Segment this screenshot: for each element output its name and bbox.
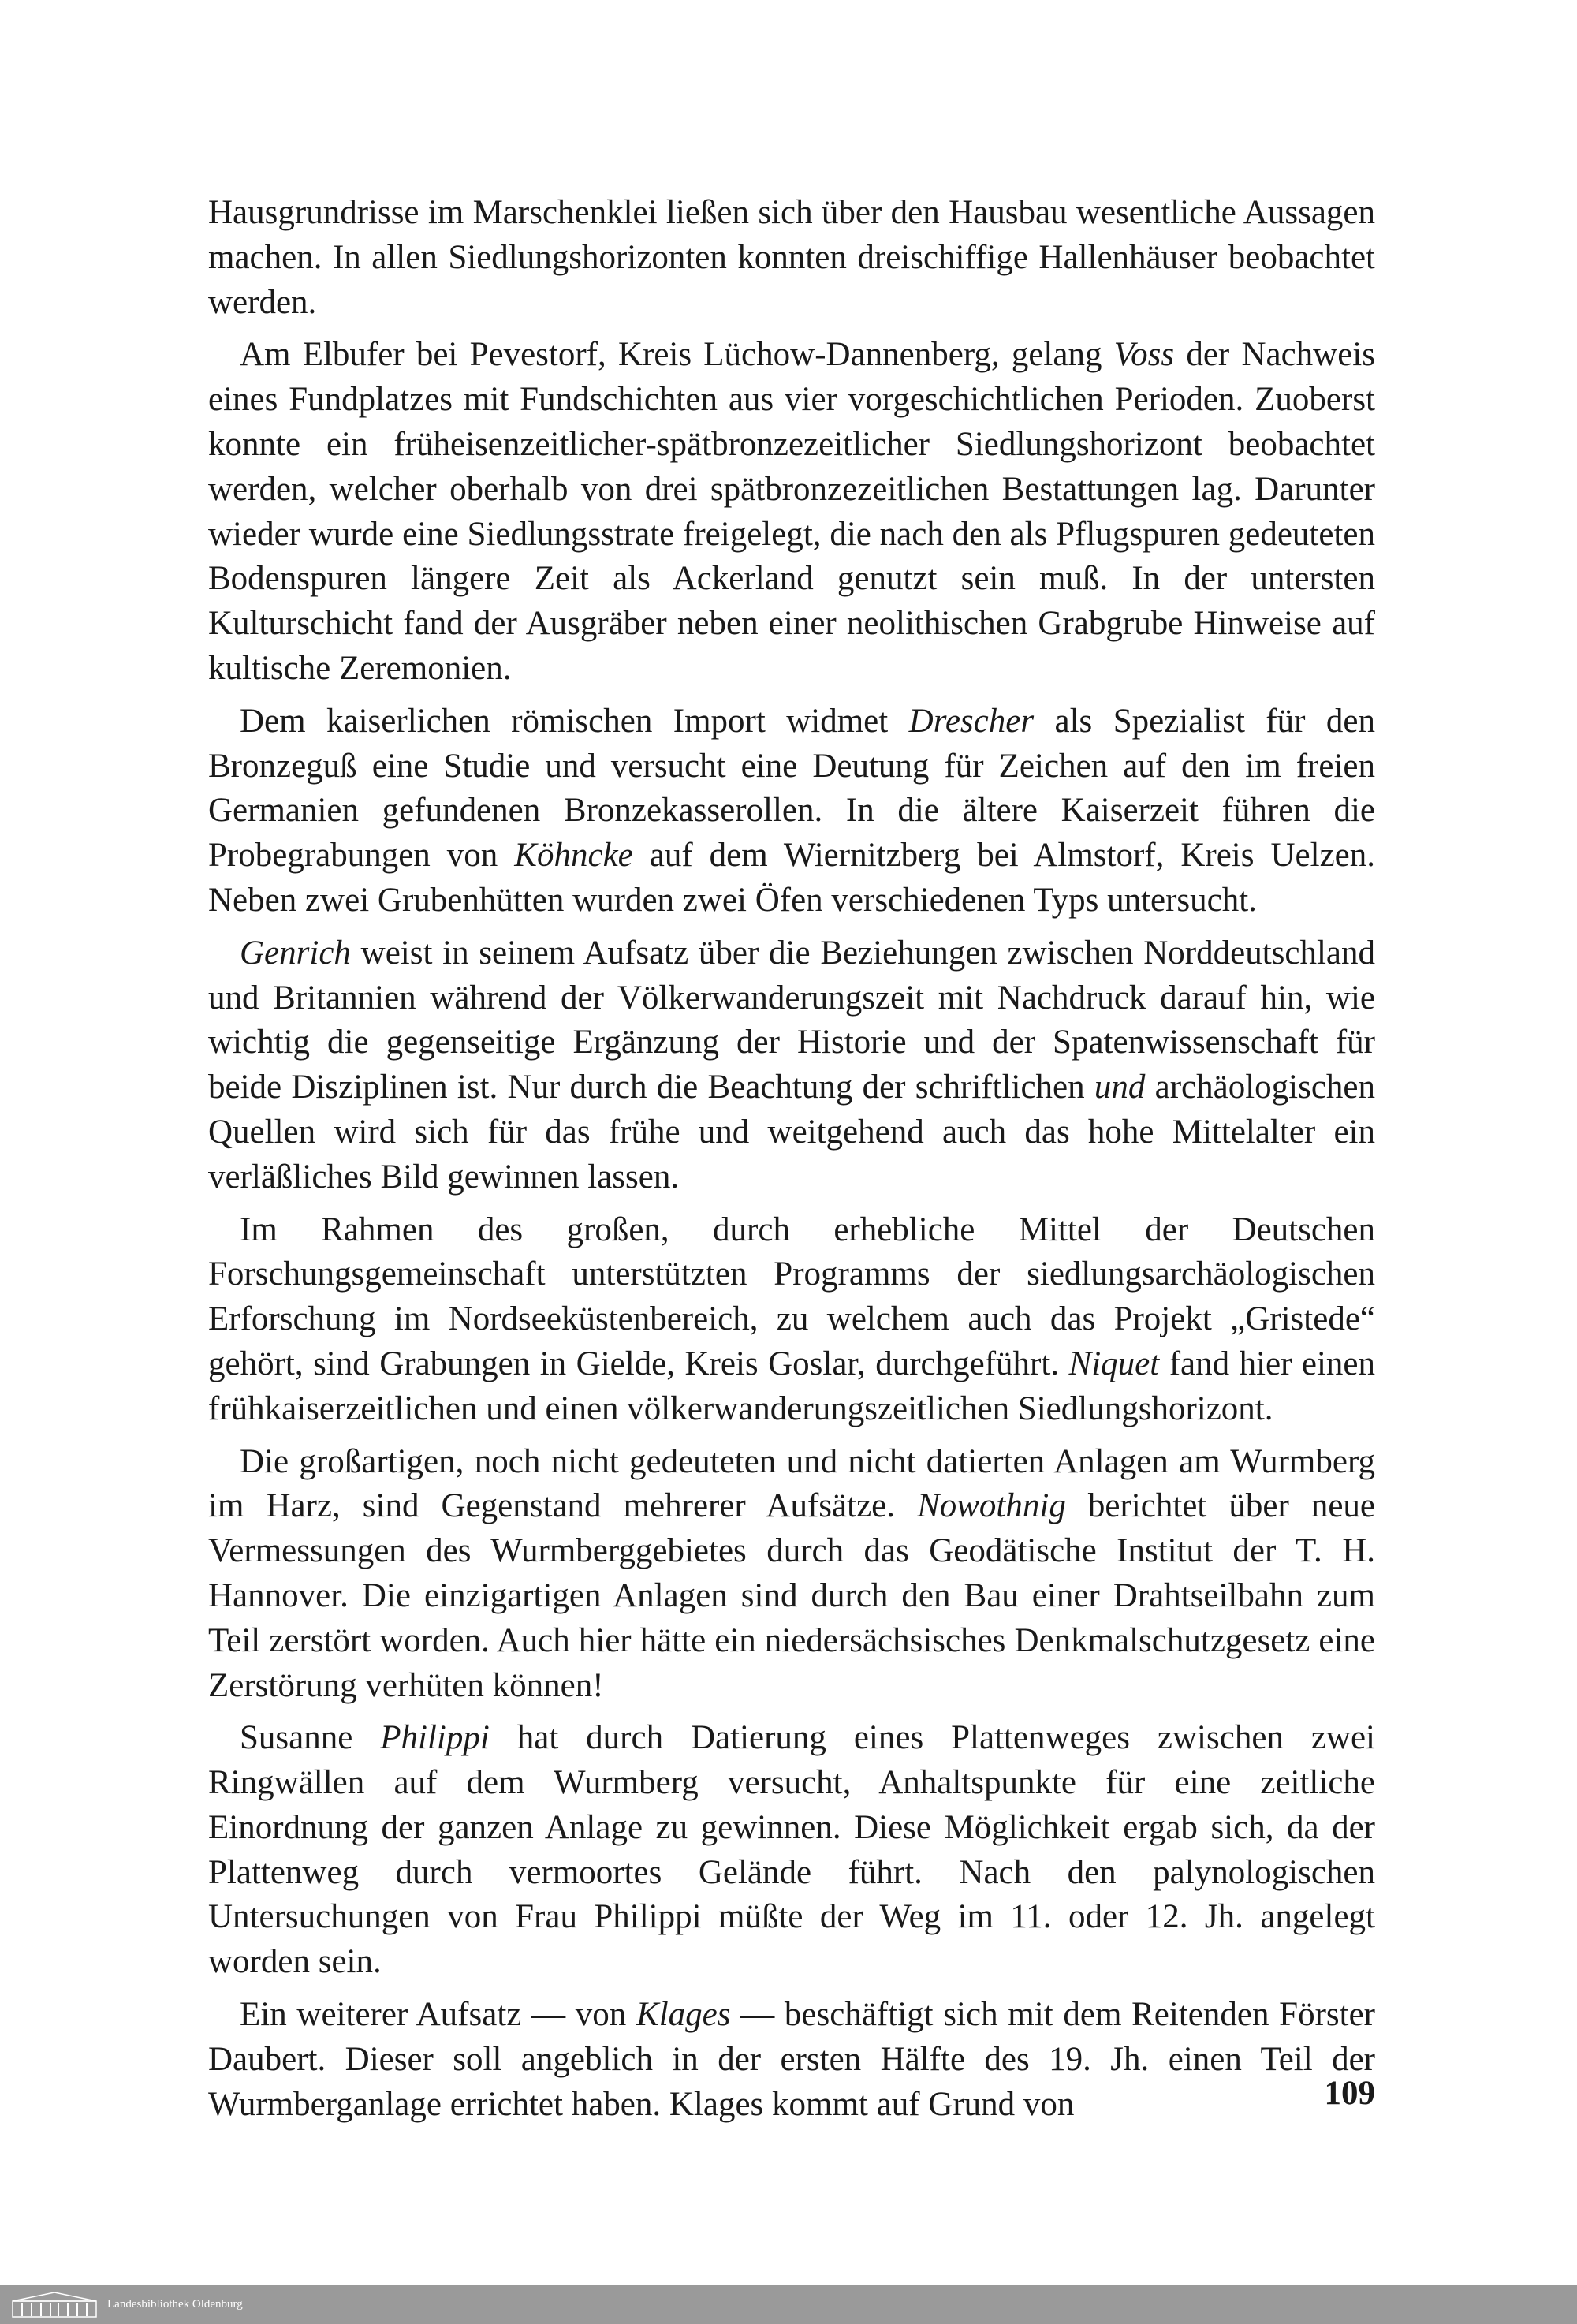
- paragraph: [208, 1993, 1375, 2127]
- text-run: als Spezialist für den Bronzeguß eine Studie und versucht eine Deutung für Zeichen auf den im freien Germanien gefundenen Bronzekasserollen. In die ältere Kaiserzeit führen die Probegrabungen von: [208, 702, 1375, 875]
- italic-name: Drescher: [908, 702, 1035, 740]
- footer-library-name: Landesbibliothek Oldenburg: [107, 2297, 243, 2311]
- text-run: Die großartigen, noch nicht gedeuteten und nicht datierten Anlagen am Wurmberg im Harz, sind Gegenstand mehrerer Aufsätze.: [208, 1442, 1375, 1525]
- paragraph: [208, 333, 1375, 691]
- italic-name: Genrich: [240, 934, 351, 972]
- italic-name: Niquet: [1068, 1345, 1160, 1382]
- paragraph: [208, 191, 1375, 325]
- paragraph: [208, 1716, 1375, 1985]
- text-run: Im Rahmen des großen, durch erhebliche Mittel der Deutschen Forschungsgemeinschaft unterstützten Programms der siedlungsarchäologischen Erforschung im Nordseeküstenbereich, zu welchem auch das Projekt „Gristede“ gehört, sind Grabungen in Gielde, Kreis Goslar, durchgeführt.: [208, 1210, 1375, 1382]
- paragraph: [208, 931, 1375, 1200]
- text-run: archäologischen Quellen wird sich für das frühe und weitgehend auch das hohe Mittelalter ein verläßliches Bild gewinnen lassen.: [208, 1069, 1376, 1196]
- text-run: Hausgrundrisse im Marschenklei ließen sich über den Hausbau wesentliche Aussagen machen. In allen Siedlungshorizonten konnten dreischiffige Hallenhäuser beobachtet werden.: [208, 194, 1375, 321]
- library-building-icon: [11, 2290, 98, 2318]
- italic-name: und: [1094, 1069, 1146, 1106]
- page-body: [208, 191, 1375, 2127]
- italic-name: Voss: [1113, 336, 1175, 374]
- text-run: der Nachweis eines Fundplatzes mit Fundschichten aus vier vorgeschichtlichen Perioden. Zuoberst konnte ein früheisenzeitlicher-spätbronzezeitlicher Siedlungshorizont beobachtet werden, welcher oberhalb von drei spätbronzezeitlichen Bestattungen lag. Darunter wieder wurde eine Siedlungsstrate freigelegt, die nach den als Pflugspuren gedeuteten Bodenspuren längere Zeit als Ackerland genutzt sein muß. In der untersten Kulturschicht fand der Ausgräber neben einer neolithischen Grabgrube Hinweise auf kultische Zeremonien.: [208, 336, 1375, 687]
- text-run: auf dem Wiernitzberg bei Almstorf, Kreis Uelzen. Neben zwei Grubenhütten wurden zwei Öfen verschiedenen Typs untersucht.: [208, 837, 1375, 919]
- text-run: Dem kaiserlichen römischen Import widmet: [240, 702, 909, 740]
- paragraph: [208, 699, 1375, 923]
- text-run: fand hier einen frühkaiserzeitlichen und einen völkerwanderungszeitlichen Siedlungshorizont.: [208, 1345, 1376, 1427]
- italic-name: Philippi: [380, 1719, 490, 1757]
- italic-name: Köhncke: [514, 837, 633, 875]
- page-number: 109: [1324, 2075, 1375, 2112]
- italic-name: Nowothnig: [917, 1487, 1066, 1525]
- text-run: Susanne: [240, 1719, 381, 1757]
- text-run: — beschäftigt sich mit dem Reitenden Förster Daubert. Dieser soll angeblich in der ersten Hälfte des 19. Jh. einen Teil der Wurmberganlage errichtet haben. Klages kommt auf Grund von: [208, 1996, 1375, 2123]
- text-run: Ein weiterer Aufsatz — von: [240, 1996, 637, 2034]
- italic-name: Klages: [636, 1996, 731, 2034]
- paragraph: [208, 1440, 1375, 1709]
- footer-bar: [0, 2285, 1577, 2324]
- text-run: Am Elbufer bei Pevestorf, Kreis Lüchow-Dannenberg, gelang: [240, 336, 1114, 374]
- text-run: weist in seinem Aufsatz über die Beziehungen zwischen Norddeutschland und Britannien während der Völkerwanderungszeit mit Nachdruck darauf hin, wie wichtig die gegenseitige Ergänzung der Historie und der Spatenwissenschaft für beide Disziplinen ist. Nur durch die Beachtung der schriftlichen: [208, 934, 1375, 1106]
- paragraph: [208, 1208, 1375, 1432]
- text-run: hat durch Datierung eines Plattenweges zwischen zwei Ringwällen auf dem Wurmberg versucht, Anhaltspunkte für eine zeitliche Einordnung der ganzen Anlage zu gewinnen. Diese Möglichkeit ergab sich, da der Plattenweg durch vermoortes Gelände führt. Nach den palynologischen Untersuchungen von Frau Philippi müßte der Weg im 11. oder 12. Jh. angelegt worden sein.: [208, 1719, 1375, 1981]
- text-run: berichtet über neue Vermessungen des Wurmberggebietes durch das Geodätische Institut der T. H. Hannover. Die einzigartigen Anlagen sind durch den Bau einer Drahtseilbahn zum Teil zerstört worden. Auch hier hätte ein niedersächsisches Denkmalschutzgesetz eine Zerstörung verhüten können!: [208, 1487, 1375, 1704]
